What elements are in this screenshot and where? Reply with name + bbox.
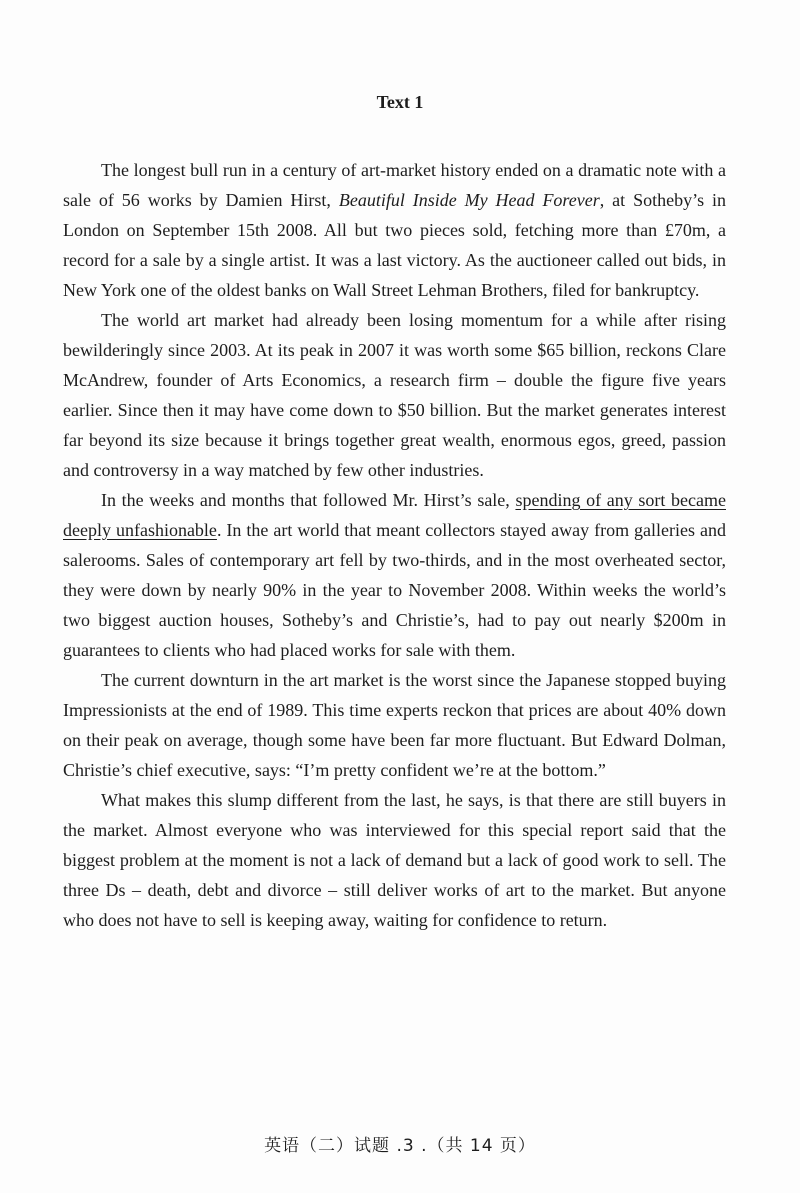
paragraph-5-text: What makes this slump different from the last, he says, is that there are still buyers in the market. Almost everyone who was interviewed for this special report said that the biggest problem at the moment is not a lack of demand but a lack of good work to sell. The three Ds – death, debt and divorce – still deliver works of art to the market. But anyone who does not have to sell is keeping away, waiting for confidence to return. <box>63 790 726 930</box>
paragraph-1 <box>63 155 726 305</box>
artwork-title-italic: Beautiful Inside My Head Forever <box>338 190 600 210</box>
paragraph-3-text-a: In the weeks and months that followed Mr. Hirst’s sale, <box>101 490 516 510</box>
paragraph-3-text-b: . In the art world that meant collectors stayed away from galleries and salerooms. Sales of contemporary art fell by two-thirds, and in the most overheated sector, they were down by nearly 90% in the year to November 2008. Within weeks the world’s two biggest auction houses, Sotheby’s and Christie’s, had to pay out nearly $200m in guarantees to clients who had placed works for sale with them. <box>63 520 726 660</box>
underlined-phrase: spending of any sort became deeply unfashionable <box>63 490 726 540</box>
paragraph-4-text: The current downturn in the art market is the worst since the Japanese stopped buying Impressionists at the end of 1989. This time experts reckon that prices are about 40% down on their peak on average, though some have been far more fluctuant. But Edward Dolman, Christie’s chief executive, says: “I’m pretty confident we’re at the bottom.” <box>63 670 726 780</box>
passage-body <box>63 155 726 935</box>
paragraph-3 <box>63 485 726 665</box>
paragraph-2 <box>63 305 726 485</box>
paragraph-4 <box>63 665 726 785</box>
paragraph-1-text-b: , at Sotheby’s in London on September 15th 2008. All but two pieces sold, fetching more than £70m, a record for a sale by a single artist. It was a last victory. As the auctioneer called out bids, in New York one of the oldest banks on Wall Street Lehman Brothers, filed for bankruptcy. <box>63 190 726 300</box>
paragraph-1-text-a: The longest bull run in a century of art-market history ended on a dramatic note with a sale of 56 works by Damien Hirst, <box>63 160 726 210</box>
paragraph-2-text: The world art market had already been losing momentum for a while after rising bewilderingly since 2003. At its peak in 2007 it was worth some $65 billion, reckons Clare McAndrew, founder of Arts Economics, a research firm – double the figure five years earlier. Since then it may have come down to $50 billion. But the market generates interest far beyond its size because it brings together great wealth, enormous egos, greed, passion and controversy in a way matched by few other industries. <box>63 310 726 480</box>
passage-title: Text 1 <box>376 92 424 112</box>
paragraph-5 <box>63 785 726 935</box>
page-footer: 英语（二）试题 .3 .（共 14 页） <box>264 1136 536 1156</box>
